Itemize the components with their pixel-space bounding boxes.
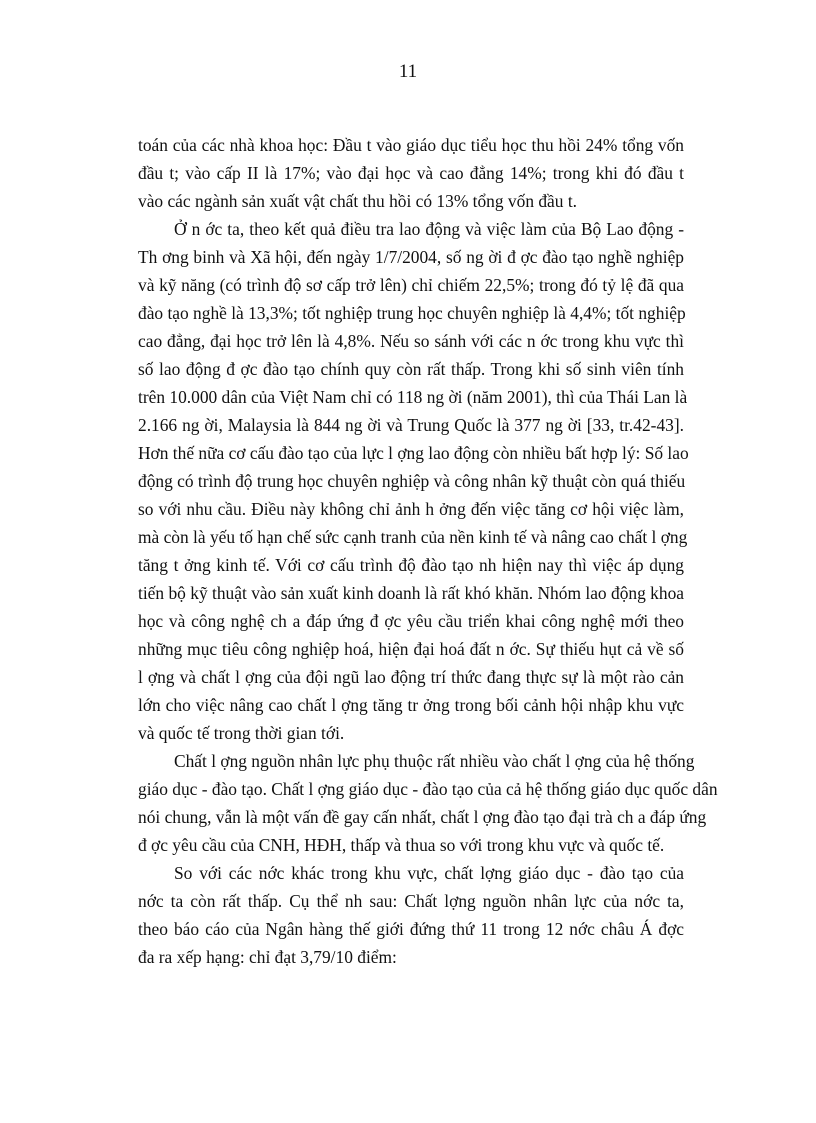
text-line: số lao động đ ợc đào tạo chính quy còn rất thấp. Trong khi số sinh viên tính	[138, 359, 684, 379]
text-line: đầu t; vào cấp II là 17%; vào đại học và cao đẳng 14%; trong khi đó đầu t	[138, 163, 684, 183]
text-line: và quốc tế trong thời gian tới.	[138, 723, 345, 743]
text-line: đ ợc yêu cầu của CNH, HĐH, thấp và thua so với trong khu vực và quốc tế.	[138, 835, 665, 855]
document-body	[138, 131, 718, 971]
text-line: giáo dục - đào tạo. Chất l ợng giáo dục - đào tạo của cả hệ thống giáo dục quốc dân	[138, 779, 718, 799]
text-line: cao đẳng, đại học trở lên là 4,8%. Nếu so sánh với các n ớc trong khu vực thì	[138, 331, 684, 351]
text-line: toán của các nhà khoa học: Đầu t vào giáo dục tiểu học thu hồi 24% tổng vốn	[138, 135, 684, 155]
text-line: đào tạo nghề là 13,3%; tốt nghiệp trung học chuyên nghiệp là 4,4%; tốt nghiệp	[138, 303, 686, 323]
text-line: Chất l ợng nguồn nhân lực phụ thuộc rất nhiều vào chất l ợng của hệ thống	[174, 751, 695, 771]
text-line: mà còn là yếu tố hạn chế sức cạnh tranh của nền kinh tế và nâng cao chất l ợng	[138, 527, 688, 547]
text-line: Ở n ớc ta, theo kết quả điều tra lao động và việc làm của Bộ Lao động -	[174, 219, 684, 239]
text-line: những mục tiêu công nghiệp hoá, hiện đại hoá đất n ớc. Sự thiếu hụt cả về số	[138, 639, 684, 659]
text-line: so với nhu cầu. Điều này không chỉ ảnh h ởng đến việc tăng cơ hội việc làm,	[138, 499, 684, 519]
text-line: tăng t ởng kinh tế. Với cơ cấu trình độ đào tạo nh hiện nay thì việc áp dụng	[138, 555, 684, 575]
page-number: 11	[398, 61, 418, 82]
text-line: tiến bộ kỹ thuật vào sản xuất kinh doanh là rất khó khăn. Nhóm lao động khoa	[138, 583, 684, 603]
text-line: nói chung, vẫn là một vấn đề gay cấn nhất, chất l ợng đào tạo đại trà ch a đáp ứng	[138, 807, 707, 827]
text-line: Hơn thế nữa cơ cấu đào tạo của lực l ợng lao động còn nhiều bất hợp lý: Số lao	[138, 443, 689, 463]
text-line: theo báo cáo của Ngân hàng thế giới đứng thứ 11 trong 12 nớc châu Á đợc	[138, 919, 684, 939]
text-line: trên 10.000 dân của Việt Nam chỉ có 118 ng ời (năm 2001), thì của Thái Lan là	[138, 387, 688, 407]
text-line: Th ơng binh và Xã hội, đến ngày 1/7/2004, số ng ời đ ợc đào tạo nghề nghiệp	[138, 247, 684, 267]
text-line: học và công nghệ ch a đáp ứng đ ợc yêu cầu triển khai công nghệ mới theo	[138, 611, 684, 631]
text-line: động có trình độ trung học chuyên nghiệp và công nhân kỹ thuật còn quá thiếu	[138, 471, 686, 491]
text-line: vào các ngành sản xuất vật chất thu hồi có 13% tổng vốn đầu t.	[138, 191, 577, 211]
text-line: đa ra xếp hạng: chỉ đạt 3,79/10 điểm:	[138, 947, 397, 967]
text-line: và kỹ năng (có trình độ sơ cấp trở lên) chỉ chiếm 22,5%; trong đó tỷ lệ đã qua	[138, 275, 684, 295]
text-line: lớn cho việc nâng cao chất l ợng tăng tr ởng trong bối cảnh hội nhập khu vực	[138, 695, 684, 715]
text-line: 2.166 ng ời, Malaysia là 844 ng ời và Trung Quốc là 377 ng ời [33, tr.42-43].	[138, 415, 684, 435]
text-line: l ợng và chất l ợng của đội ngũ lao động trí thức đang thực sự là một rào cản	[138, 667, 684, 687]
text-line: nớc ta còn rất thấp. Cụ thể nh sau: Chất lợng nguồn nhân lực của nớc ta,	[138, 891, 684, 911]
text-line: So với các nớc khác trong khu vực, chất lợng giáo dục - đào tạo của	[174, 863, 684, 883]
